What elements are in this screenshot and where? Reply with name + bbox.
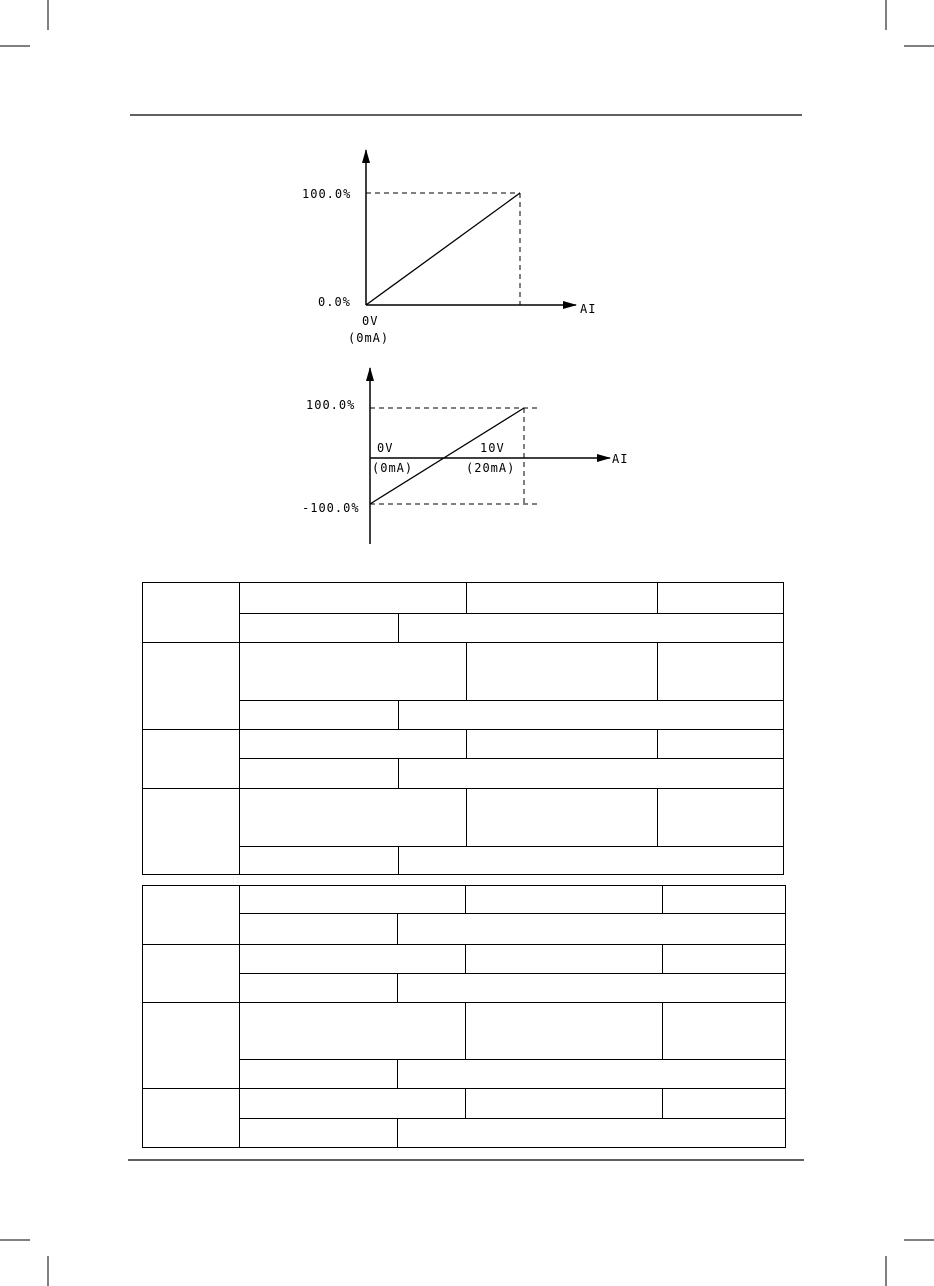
x-tick-label-voltage: 0V (362, 314, 379, 328)
chart-ai-minus100-to-100 (280, 362, 640, 552)
x-tick-label-20ma: (20mA) (466, 461, 516, 475)
x-tick-label-10v: 10V (480, 441, 505, 455)
x-axis-label: AI (580, 302, 597, 316)
table-2-grid (142, 885, 786, 1148)
chart-ai-0-to-100 (280, 140, 620, 355)
x-tick-label-current: (0mA) (348, 331, 390, 345)
y-tick-label-top: 100.0% (306, 398, 356, 412)
x-tick-label-0ma: (0mA) (372, 461, 414, 475)
y-tick-label-bottom: -100.0% (302, 501, 360, 515)
series-line (366, 193, 520, 305)
x-axis-label: AI (612, 452, 629, 466)
x-tick-label-0v: 0V (377, 441, 394, 455)
parameter-table-1 (142, 582, 784, 875)
y-tick-label-bottom: 0.0% (318, 295, 351, 309)
y-tick-label-top: 100.0% (302, 187, 352, 201)
table-1-grid (142, 582, 784, 875)
parameter-table-2 (142, 885, 786, 1148)
series-line (370, 408, 524, 504)
